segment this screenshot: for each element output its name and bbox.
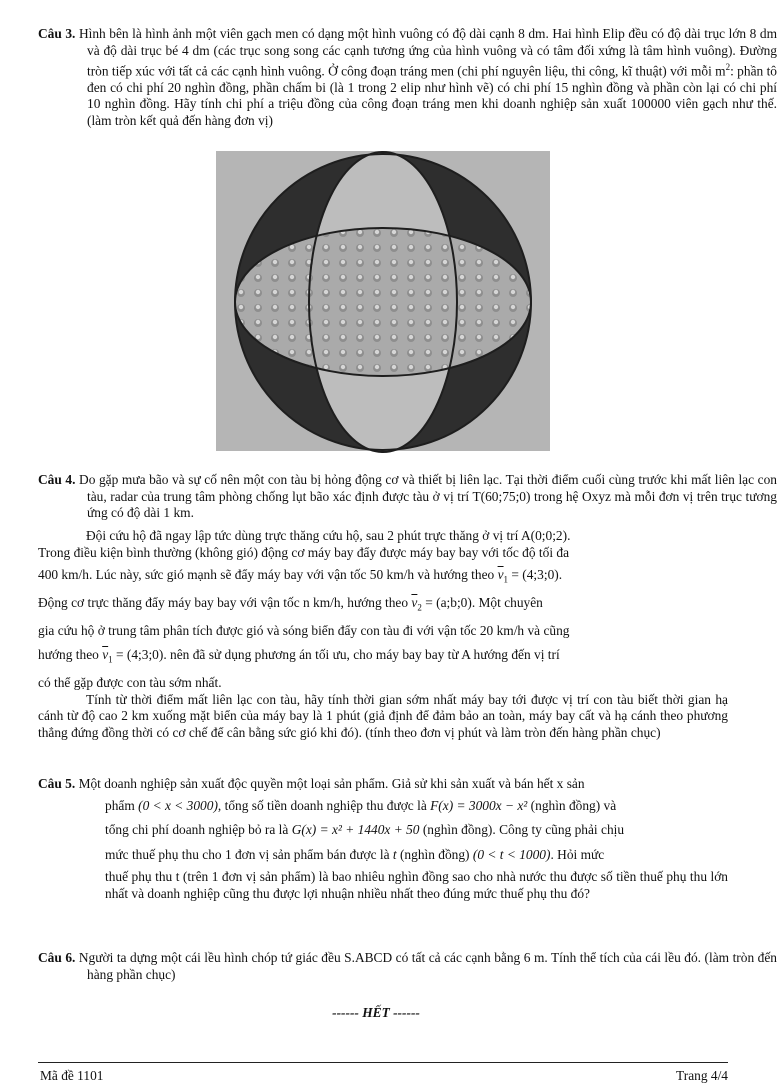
question-4-p6: gia cứu hộ ở trung tâm phân tích được gió và sóng biển đẩy con tàu đi với vận tốc 20 km/h và cũng xyxy=(38,623,570,639)
question-4-p9: Tính từ thời điểm mất liên lạc con tàu, hãy tính thời gian sớm nhất máy bay tới được vị trí con tàu biết thời gian hạ cánh từ độ cao 2 km xuống mặt biển của máy bay là 1 phút (giả định để đảm bảo an toàn, máy bay cất và hạ cánh theo phương thẳng đứng đồng thời có cơ chế để cân bằng sức gió khi đó). (tính theo đơn vị phút và làm tròn đến hàng phần chục) xyxy=(38,691,728,740)
vector-v1-sub: 1 xyxy=(503,574,509,585)
question-5-line-5: thuế phụ thu t (trên 1 đơn vị sản phẩm) là bao nhiêu nghìn đồng sao cho nhà nước thu được số tiền thuế phụ thu lớn nhất và doanh nghiệp cũng thu được lợi nhuận nhiều nhất theo đúng mức thuế phụ thu đó? xyxy=(105,869,728,901)
question-4-p7-end: nên đã sử dụng phương án tối ưu, cho máy bay bay từ A hướng đến vị trí xyxy=(166,646,560,662)
tile-figure xyxy=(216,151,550,451)
q5-l3a: tổng chi phí doanh nghiệp bỏ ra là xyxy=(105,822,292,837)
q5-domain-x: (0 < x < 3000) xyxy=(138,797,218,813)
vector-v2-sub: 2 xyxy=(417,602,422,613)
q5-l4a: mức thuế phụ thu cho 1 đơn vị sản phẩm bán được là xyxy=(105,846,393,862)
question-4-body xyxy=(38,528,728,741)
question-4-p4 xyxy=(38,567,728,588)
question-6-label: Câu 6. xyxy=(38,950,76,965)
q5-l2b: , tổng số tiền doanh nghiệp thu được là xyxy=(217,797,431,813)
question-6-text: Người ta dựng một cái lều hình chóp tứ giác đều S.ABCD có tất cả các cạnh bằng 6 m. Tính thể tích của cái lều đó. (làm tròn đến hàng phần chục) xyxy=(78,950,777,982)
q5-l2c: (nghìn đồng) và xyxy=(527,797,617,813)
question-4-p7-text: hướng theo xyxy=(38,646,103,662)
vector-v1-ref-sub: 1 xyxy=(108,654,113,665)
question-3-sup: 2 xyxy=(725,62,731,72)
question-4-p5-text: Động cơ trực thăng đẩy máy bay bay với vận tốc n km/h, hướng theo xyxy=(38,595,412,611)
question-5-label: Câu 5. xyxy=(38,776,76,791)
footer-rule xyxy=(38,1062,728,1063)
q5-l4b: (nghìn đồng) xyxy=(396,846,473,862)
question-4-label: Câu 4. xyxy=(38,472,76,487)
vector-v1-value: = (4;3;0). xyxy=(508,567,563,582)
q5-l3b: (nghìn đồng). Công ty cũng phải chịu xyxy=(419,822,625,837)
q5-cost-fn: G(x) = x² + 1440x + 50 xyxy=(291,822,420,837)
q5-revenue-fn: F(x) = 3000x − x² xyxy=(430,797,528,813)
question-6 xyxy=(38,950,777,983)
exam-code: Mã đề 1101 xyxy=(40,1068,104,1083)
question-4 xyxy=(38,472,777,522)
question-3 xyxy=(38,26,777,129)
question-5-line-3 xyxy=(38,822,728,839)
end-mark: ------ HẾT ------ xyxy=(332,1005,420,1020)
vector-v1-ref-value: = (4;3;0). xyxy=(112,646,167,662)
question-3-text-2: : phần tô đen có chi phí 20 nghìn đồng, phần chấm bi (là 1 trong 2 elip như hình vẽ) có chi phí 15 nghìn đồng và phần còn lại có chi phí 10 nghìn đồng. Hãy tính chi phí a triệu đồng của công đoạn tráng men khi doanh nghiệp sản xuất 100000 viên gạch như thế. (làm tròn kết quả đến hàng đơn vị) xyxy=(87,63,777,128)
question-5 xyxy=(38,776,728,902)
q5-tax-var: t xyxy=(392,846,397,862)
q5-domain-t: (0 < t < 1000) xyxy=(472,846,551,862)
question-4-p5-end: . Một chuyên xyxy=(471,595,543,611)
vector-v2: $\overline{v}$ xyxy=(411,595,418,611)
vector-v1-ref: $\overline{v}$ xyxy=(102,646,109,662)
q5-l2a: phẩm xyxy=(105,797,139,813)
question-4-p4-text: 400 km/h. Lúc này, sức gió mạnh sẽ đẩy máy bay với vận tốc 50 km/h và hướng theo xyxy=(38,567,498,582)
vector-v2-value: = (a;b;0) xyxy=(421,595,472,611)
question-4-p2: Đội cứu hộ đã ngay lập tức dùng trực thăng cứu hộ, sau 2 phút trực thăng ở vị trí A(0;0;2). xyxy=(86,528,571,543)
question-5-line-1 xyxy=(38,776,728,793)
question-5-l1: Một doanh nghiệp sản xuất độc quyền một loại sản phẩm. Giả sử khi sản xuất và bán hết x sản xyxy=(78,776,585,791)
question-3-label: Câu 3. xyxy=(38,26,76,41)
dotted-ellipse xyxy=(235,228,531,376)
question-4-p8: có thể gặp được con tàu sớm nhất. xyxy=(38,675,222,691)
q5-l4c: . Hỏi mức xyxy=(550,846,605,862)
question-4-p7 xyxy=(38,647,728,668)
vector-v1: $\overline{v}$ xyxy=(497,567,504,582)
question-4-p1: Do gặp mưa bão và sự cố nên một con tàu bị hỏng động cơ và thiết bị liên lạc. Tại thời điểm cuối cùng trước khi mất liên lạc con tàu, radar của trung tâm phòng chống lụt bão xác định được tàu ở vị trí T(60;75;0) trong hệ Oxyz mà mỗi đơn vị trên trục tương ứng có độ dài 1 km. xyxy=(79,472,777,520)
question-5-line-4 xyxy=(38,847,728,864)
question-4-p5 xyxy=(38,595,728,616)
question-4-p3: Trong điều kiện bình thường (không gió) động cơ máy bay đẩy được máy bay bay với tốc độ tối đa xyxy=(38,544,570,560)
question-5-line-2 xyxy=(38,798,728,815)
question-3-text: Hình bên là hình ảnh một viên gạch men có dạng một hình vuông có độ dài cạnh 8 dm. Hai hình Elip đều có độ dài trục lớn 8 dm và độ dài trục bé 4 dm (các trục song song các cạnh tương ứng của hình vuông và có tâm đối xứng là tâm hình vuông). Đường tròn tiếp xúc với tất cả các cạnh hình vuông. Ở công đoạn tráng men (chi phí nguyên liệu, thi công, kĩ thuật) với mỗi m xyxy=(78,26,777,79)
page-number: Trang 4/4 xyxy=(676,1068,728,1083)
